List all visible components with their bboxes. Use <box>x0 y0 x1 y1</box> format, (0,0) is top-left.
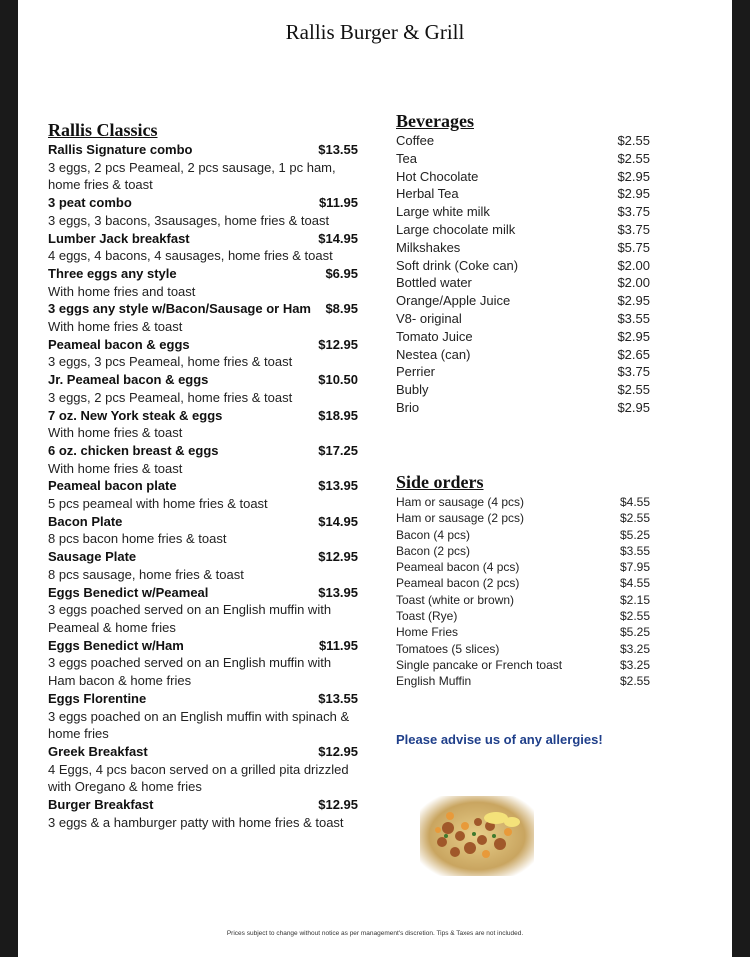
menu-item-header <box>48 265 358 283</box>
side-order-row <box>396 657 650 673</box>
menu-page <box>18 0 732 957</box>
beverage-row <box>396 381 650 399</box>
menu-item-name: Eggs Benedict w/Peameal <box>48 584 209 600</box>
side-order-row <box>396 641 650 657</box>
menu-item-header <box>48 442 358 460</box>
menu-item-price: $12.95 <box>318 797 358 813</box>
beverage-name: Milkshakes <box>396 239 461 255</box>
restaurant-title: Rallis Burger & Grill <box>285 20 465 44</box>
beverage-row <box>396 257 650 275</box>
menu-item <box>48 407 358 442</box>
menu-item-description: 3 eggs poached served on an English muffin with Ham bacon & home fries <box>48 655 332 689</box>
beverage-row <box>396 239 650 257</box>
menu-item-header <box>48 141 358 159</box>
beverage-row <box>396 292 650 310</box>
beverage-price: $2.95 <box>617 293 650 309</box>
beverage-name: Tomato Juice <box>396 328 473 344</box>
menu-item-price: $12.95 <box>318 743 358 759</box>
beverage-price: $2.55 <box>617 150 650 166</box>
menu-item <box>48 336 358 371</box>
side-order-price: $3.25 <box>619 657 650 672</box>
beverage-row <box>396 221 650 239</box>
beverage-price: $2.55 <box>617 382 650 398</box>
menu-item-name: Jr. Peameal bacon & eggs <box>48 372 209 388</box>
food-photo <box>420 796 534 876</box>
side-orders-list <box>396 494 650 690</box>
beverage-price: $2.95 <box>617 186 650 202</box>
price-disclaimer: Prices subject to change without notice as per management's discretion. Tips & Taxes are not included. <box>226 930 524 937</box>
side-order-price: $2.55 <box>619 511 650 526</box>
side-order-name: Ham or sausage (2 pcs) <box>396 511 525 526</box>
menu-item-header <box>48 194 358 212</box>
side-order-name: Bacon (2 pcs) <box>396 543 471 558</box>
beverage-price: $3.75 <box>617 221 650 237</box>
beverage-price: $3.75 <box>617 364 650 380</box>
side-order-row <box>396 592 650 608</box>
menu-item-description: With home fries & toast <box>48 425 183 441</box>
menu-item-description: 3 eggs, 2 pcs Peameal, 2 pcs sausage, 1 pc ham, home fries & toast <box>48 159 336 193</box>
beverage-name: Hot Chocolate <box>396 168 479 184</box>
beverage-price: $5.75 <box>617 239 650 255</box>
beverage-row <box>396 132 650 150</box>
beverage-row <box>396 310 650 328</box>
beverage-name: Tea <box>396 150 417 166</box>
menu-item-header <box>48 336 358 354</box>
beverage-row <box>396 203 650 221</box>
menu-item-price: $11.95 <box>318 195 358 211</box>
beverage-price: $2.95 <box>617 399 650 415</box>
menu-item-description: With home fries & toast <box>48 319 183 335</box>
beverage-row <box>396 150 650 168</box>
menu-item-price: $14.95 <box>318 513 358 529</box>
beverage-name: Large chocolate milk <box>396 221 516 237</box>
side-order-price: $5.25 <box>619 527 650 542</box>
menu-item-header <box>48 300 358 318</box>
beverage-name: Coffee <box>396 133 435 148</box>
beverage-name: Large white milk <box>396 204 490 220</box>
menu-item <box>48 637 358 690</box>
menu-item-name: 6 oz. chicken breast & eggs <box>48 442 219 458</box>
menu-item <box>48 194 358 229</box>
beverage-name: Herbal Tea <box>396 186 459 202</box>
allergy-notice: Please advise us of any allergies! <box>396 732 603 747</box>
menu-item-name: Peameal bacon & eggs <box>48 336 190 352</box>
beverages-heading: Beverages <box>396 111 474 131</box>
beverage-price: $2.55 <box>617 133 650 148</box>
menu-item-name: Lumber Jack breakfast <box>48 230 190 246</box>
side-order-name: Tomatoes (5 slices) <box>396 641 500 656</box>
menu-item-price: $8.95 <box>325 301 358 317</box>
menu-item <box>48 690 358 743</box>
menu-item-description: 3 eggs & a hamburger patty with home fries & toast <box>48 814 344 830</box>
menu-item-header <box>48 690 358 708</box>
menu-item-price: $13.55 <box>318 142 358 157</box>
menu-item-header <box>48 477 358 495</box>
menu-item-description: 3 eggs, 3 pcs Peameal, home fries & toast <box>48 354 293 370</box>
beverage-row <box>396 346 650 364</box>
menu-item-price: $11.95 <box>318 637 358 653</box>
side-order-name: Toast (white or brown) <box>396 592 515 607</box>
menu-item <box>48 300 358 335</box>
side-order-name: Peameal bacon (4 pcs) <box>396 560 520 575</box>
side-order-price: $2.15 <box>619 592 650 607</box>
side-order-name: Bacon (4 pcs) <box>396 527 471 542</box>
menu-item-name: Bacon Plate <box>48 513 123 529</box>
menu-item <box>48 584 358 637</box>
menu-item-header <box>48 637 358 655</box>
beverage-row <box>396 168 650 186</box>
menu-item <box>48 230 358 265</box>
menu-item-price: $18.95 <box>318 407 358 423</box>
side-order-price: $2.55 <box>619 674 650 689</box>
menu-item-description: 4 eggs, 4 bacons, 4 sausages, home fries & toast <box>48 248 333 264</box>
menu-item-price: $13.95 <box>318 584 358 600</box>
menu-item-name: Sausage Plate <box>48 549 137 565</box>
menu-item-description: 3 eggs, 3 bacons, 3sausages, home fries & toast <box>48 212 330 228</box>
beverage-price: $2.95 <box>617 328 650 344</box>
beverage-name: Orange/Apple Juice <box>396 293 511 309</box>
side-order-row <box>396 527 650 543</box>
beverage-name: Bubly <box>396 382 429 398</box>
menu-item-header <box>48 407 358 425</box>
beverage-name: V8- original <box>396 310 462 326</box>
menu-item <box>48 743 358 796</box>
menu-item <box>48 442 358 477</box>
menu-item-name: Greek Breakfast <box>48 743 148 759</box>
menu-item-price: $13.55 <box>318 690 358 706</box>
beverage-price: $2.95 <box>617 168 650 184</box>
side-order-price: $7.95 <box>619 560 650 575</box>
menu-item-header <box>48 743 358 761</box>
menu-item-header <box>48 548 358 566</box>
menu-item-description: 8 pcs sausage, home fries & toast <box>48 566 244 582</box>
menu-item-name: 7 oz. New York steak & eggs <box>48 407 223 423</box>
beverage-row <box>396 399 650 417</box>
side-order-row <box>396 673 650 689</box>
menu-item-header <box>48 796 358 814</box>
menu-item <box>48 513 358 548</box>
side-order-price: $3.55 <box>619 543 650 558</box>
beverage-name: Soft drink (Coke can) <box>396 257 519 273</box>
menu-item-name: Eggs Benedict w/Ham <box>48 637 184 653</box>
menu-item-description: 3 eggs poached served on an English muffin with Peameal & home fries <box>48 602 332 635</box>
beverage-price: $3.75 <box>617 204 650 220</box>
menu-item-price: $10.50 <box>318 372 358 388</box>
menu-item-price: $14.95 <box>318 230 358 246</box>
menu-item-name: Three eggs any style <box>48 265 177 281</box>
menu-item-description: With home fries & toast <box>48 460 183 476</box>
menu-item-header <box>48 584 358 602</box>
side-order-row <box>396 543 650 559</box>
menu-item-name: Peameal bacon plate <box>48 478 177 494</box>
menu-item-price: $13.95 <box>318 478 358 494</box>
side-order-price: $4.55 <box>619 576 650 591</box>
menu-item <box>48 265 358 300</box>
side-order-price: $4.55 <box>619 495 650 509</box>
menu-item-header <box>48 513 358 531</box>
classics-list <box>48 141 358 831</box>
menu-item-description: With home fries and toast <box>48 283 196 299</box>
menu-item-header <box>48 371 358 389</box>
menu-item-description: 5 pcs peameal with home fries & toast <box>48 496 268 512</box>
side-order-name: Home Fries <box>396 625 459 640</box>
beverage-name: Nestea (can) <box>396 346 471 362</box>
side-order-row <box>396 559 650 575</box>
side-order-name: Toast (Rye) <box>396 609 458 624</box>
menu-item-name: 3 peat combo <box>48 195 132 211</box>
menu-item-name: Eggs Florentine <box>48 690 147 706</box>
beverage-price: $2.65 <box>617 346 650 362</box>
menu-item-price: $12.95 <box>318 336 358 352</box>
menu-item-name: Burger Breakfast <box>48 797 154 813</box>
side-order-name: Ham or sausage (4 pcs) <box>396 495 525 509</box>
side-order-name: Single pancake or French toast <box>396 657 563 672</box>
side-order-row <box>396 624 650 640</box>
menu-item <box>48 548 358 583</box>
menu-item-description: 3 eggs, 2 pcs Peameal, home fries & toast <box>48 389 293 405</box>
side-order-price: $5.25 <box>619 625 650 640</box>
side-order-row <box>396 510 650 526</box>
beverage-price: $2.00 <box>617 257 650 273</box>
side-order-name: English Muffin <box>396 674 472 689</box>
side-order-price: $2.55 <box>619 609 650 624</box>
beverage-price: $3.55 <box>617 310 650 326</box>
menu-item-price: $12.95 <box>318 549 358 565</box>
side-orders-heading: Side orders <box>396 472 484 492</box>
beverage-row <box>396 274 650 292</box>
menu-item-name: 3 eggs any style w/Bacon/Sausage or Ham <box>48 301 311 317</box>
menu-item <box>48 477 358 512</box>
side-order-row <box>396 494 650 510</box>
menu-item-description: 3 eggs poached on an English muffin with spinach & home fries <box>48 708 350 742</box>
menu-item-description: 4 Eggs, 4 pcs bacon served on a grilled pita drizzled with Oregano & home fries <box>48 761 349 795</box>
menu-item-price: $17.25 <box>318 442 358 458</box>
beverage-name: Brio <box>396 399 420 415</box>
menu-item-header <box>48 230 358 248</box>
side-order-price: $3.25 <box>619 641 650 656</box>
menu-item-price: $6.95 <box>325 265 358 281</box>
beverage-row <box>396 185 650 203</box>
beverage-row <box>396 363 650 381</box>
menu-item-description: 8 pcs bacon home fries & toast <box>48 531 227 547</box>
food-photo-image <box>420 796 534 876</box>
menu-item <box>48 796 358 831</box>
beverage-name: Perrier <box>396 364 436 380</box>
beverage-price: $2.00 <box>617 275 650 291</box>
side-order-row <box>396 575 650 591</box>
menu-item-name: Rallis Signature combo <box>48 142 193 157</box>
beverage-name: Bottled water <box>396 275 472 291</box>
beverage-row <box>396 328 650 346</box>
classics-heading: Rallis Classics <box>48 120 158 140</box>
menu-item <box>48 371 358 406</box>
beverages-list <box>396 132 650 417</box>
side-order-row <box>396 608 650 624</box>
side-order-name: Peameal bacon (2 pcs) <box>396 576 520 591</box>
menu-item <box>48 141 358 194</box>
